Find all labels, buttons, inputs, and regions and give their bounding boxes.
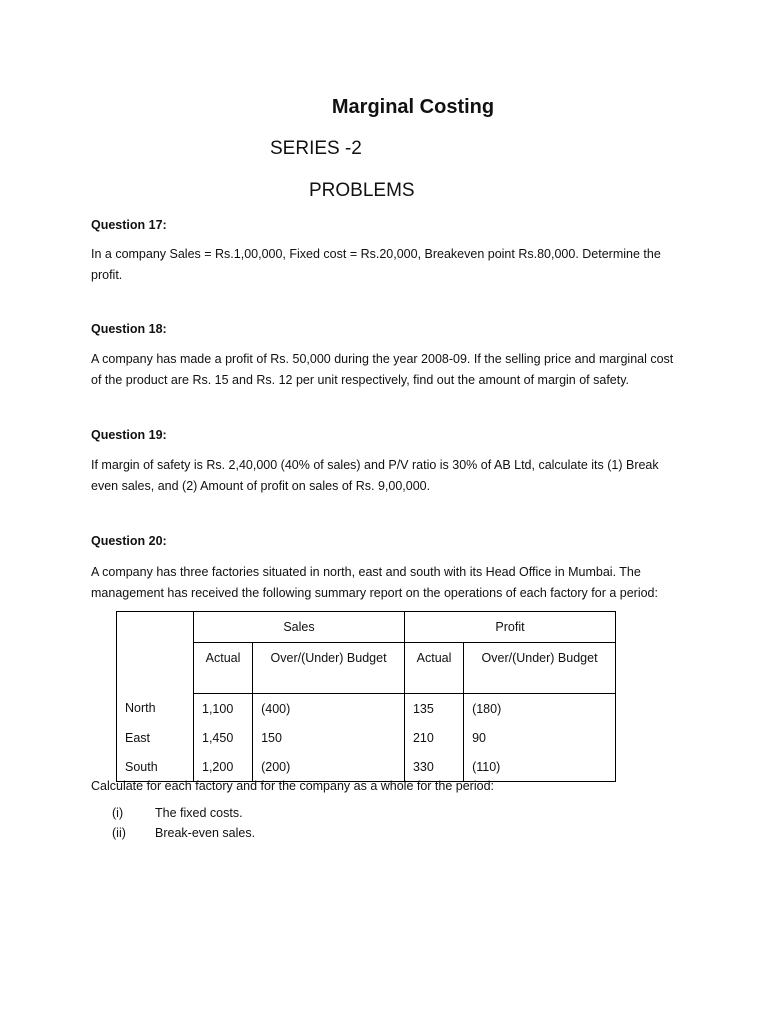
- region-cell: East: [117, 723, 194, 752]
- table-corner-cell-lower: [117, 643, 194, 694]
- table-corner-cell: [117, 612, 194, 643]
- question-18-text: A company has made a profit of Rs. 50,000 during the year 2008-09. If the selling price and marginal cost of the product are Rs. 15 and Rs. 12 per unit respectively, find out the amount of margin of safety.: [91, 352, 674, 387]
- document-title: Marginal Costing: [331, 96, 495, 118]
- question-17-label: Question 17:: [91, 218, 167, 232]
- sales-variance-cell: (200): [253, 752, 405, 782]
- sales-actual-header: Actual: [194, 643, 253, 694]
- task-number: (i): [112, 806, 124, 820]
- profit-actual-header: Actual: [404, 643, 463, 694]
- factory-summary-table: [116, 611, 616, 782]
- profit-variance-header: Over/(Under) Budget: [464, 643, 616, 694]
- task-number: (ii): [112, 826, 126, 840]
- sales-variance-cell: (400): [253, 694, 405, 724]
- series-heading: SERIES -2: [270, 138, 362, 159]
- list-item: [112, 806, 255, 826]
- profit-actual-cell: 330: [404, 752, 463, 782]
- table-row: [117, 694, 616, 724]
- region-cell: North: [117, 694, 194, 724]
- question-19-label: Question 19:: [91, 428, 167, 442]
- sales-actual-cell: 1,450: [194, 723, 253, 752]
- profit-variance-cell: 90: [464, 723, 616, 752]
- sales-group-header: Sales: [194, 612, 405, 643]
- sales-variance-cell: 150: [253, 723, 405, 752]
- question-20-label: Question 20:: [91, 534, 167, 548]
- sales-actual-cell: 1,200: [194, 752, 253, 782]
- profit-actual-cell: 210: [404, 723, 463, 752]
- profit-variance-cell: (180): [464, 694, 616, 724]
- section-heading: PROBLEMS: [309, 180, 415, 201]
- region-cell: South: [117, 752, 194, 782]
- table-row: [117, 752, 616, 782]
- table-row: [117, 723, 616, 752]
- sales-actual-cell: 1,100: [194, 694, 253, 724]
- profit-group-header: Profit: [404, 612, 615, 643]
- profit-variance-cell: (110): [464, 752, 616, 782]
- task-text: Break-even sales.: [155, 826, 256, 840]
- question-20-text: A company has three factories situated in north, east and south with its Head Office in Mumbai. The management has received the following summary report on the operations of each factory for a period:: [91, 565, 658, 600]
- task-text: The fixed costs.: [155, 806, 243, 820]
- question-19-text: If margin of safety is Rs. 2,40,000 (40% of sales) and P/V ratio is 30% of AB Ltd, calculate its (1) Break even sales, and (2) Amount of profit on sales of Rs. 9,00,000.: [91, 458, 659, 493]
- sales-variance-header: Over/(Under) Budget: [253, 643, 405, 694]
- profit-actual-cell: 135: [404, 694, 463, 724]
- list-item: [112, 826, 255, 846]
- question-18-label: Question 18:: [91, 322, 167, 336]
- task-list: [112, 806, 255, 846]
- instruction-text: Calculate for each factory and for the company as a whole for the period:: [91, 779, 495, 793]
- question-17-text: In a company Sales = Rs.1,00,000, Fixed cost = Rs.20,000, Breakeven point Rs.80,000. Determine the profit.: [91, 247, 661, 282]
